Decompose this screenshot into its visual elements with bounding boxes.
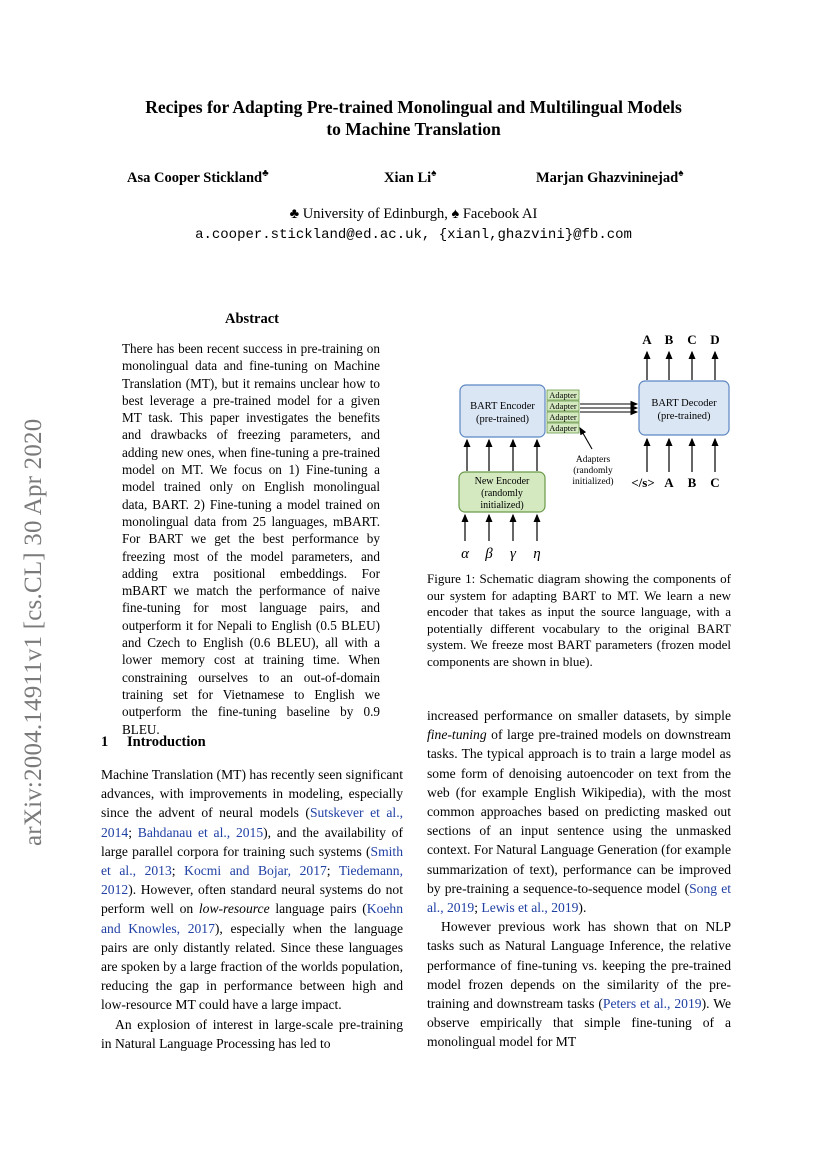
adapters-note: initialized) [572, 477, 614, 487]
adapter-label: Adapter [549, 412, 577, 422]
spade-mark: ♠ [431, 168, 437, 179]
adapter-label: Adapter [549, 401, 577, 411]
decoder-input-token: C [710, 475, 720, 490]
author-3: Marjan Ghazvininejad♠ [536, 168, 684, 186]
figure-1-caption: Figure 1: Schematic diagram showing the components of our system for adapting BART to MT. We learn a new encoder that takes as input the source language, with a potentially different vocabulary to the original BART system. We freeze most BART parameters (frozen model components are shown in blue). [427, 571, 731, 669]
source-input-arrows [465, 515, 537, 541]
citation-link[interactable]: Song et al., 2019 [427, 880, 731, 916]
citation-link[interactable]: Kocmi and Bojar, 2017 [184, 863, 327, 879]
citation-link[interactable]: Lewis et al., 2019 [481, 900, 579, 916]
bart-encoder-label: BART Encoder [470, 401, 535, 412]
affiliations: ♣ University of Edinburgh, ♠ Facebook AI [289, 206, 538, 222]
output-token: D [710, 332, 720, 347]
author-1: Asa Cooper Stickland♣ [127, 168, 269, 186]
intro-paragraph-1: Machine Translation (MT) has recently seen significant advances, with improvements in modeling, especially since the advent of neural models (Sutskever et al., 2014; Bahdanau et al., 2015), and the availability of large parallel corpora for training such systems (Smith et al., 2013; Kocmi and Bojar, 2017; Tiedemann, 2012). However, often standard neural systems do not perform well on low-resource language pairs (Koehn and Knowles, 2017), especially when the language pairs are only distantly related. Since these languages are spoken by a large fraction of the worlds population, reducing the gap in performance between high and low-resource MT could have a large impact. [101, 767, 404, 1013]
citation-link[interactable]: Sutskever et al., 2014 [101, 805, 404, 840]
author-2: Xian Li♠ [384, 168, 437, 186]
adapters-note: Adapters [575, 455, 611, 465]
citation-link[interactable]: Bahdanau et al., 2015 [137, 824, 264, 840]
new-encoder-label: New Encoder [474, 476, 530, 487]
new-to-bart-encoder-arrows [467, 440, 537, 471]
bart-decoder-label: BART Decoder [651, 398, 717, 409]
intro-right-column [427, 706, 731, 1052]
output-token: C [687, 332, 697, 347]
decoder-input-token: B [687, 475, 697, 490]
intro-paragraph-2: An explosion of interest in large-scale pre-training in Natural Language Processing has led to [101, 1016, 403, 1051]
decoder-input-arrows [647, 439, 715, 472]
adapter-label: Adapter [549, 423, 577, 433]
club-mark: ♣ [262, 168, 269, 179]
output-token: B [664, 332, 674, 347]
decoder-input-token: </s> [631, 475, 655, 490]
new-encoder-sublabel: (randomly [481, 488, 523, 499]
adapter-stack [547, 390, 579, 433]
source-input-token: γ [510, 546, 516, 562]
citation-link[interactable]: Tiedemann, 2012 [101, 863, 403, 898]
decoder-input-token: A [664, 475, 674, 490]
adapters-note: (randomly [573, 466, 613, 476]
section-heading-introduction: 1 Introduction [101, 734, 206, 750]
citation-link[interactable]: Smith et al., 2013 [101, 843, 403, 879]
citation-link[interactable]: Koehn and Knowles, 2017 [101, 901, 403, 936]
intro-left-column [101, 765, 403, 1053]
intro-paragraph-4: However previous work has shown that on NLP tasks such as Natural Language Inference, the relative performance of fine-tuning vs. keeping the pre-trained model frozen depends on the similarity of the pre-training and downstream tasks (Peters et al., 2019). We observe empirically that simple fine-tuning of a monolingual model for MT [427, 919, 731, 1050]
arxiv-identifier[interactable]: arXiv:2004.14911v1 [cs.CL] 30 Apr 2020 [20, 418, 47, 846]
paper-title [0, 96, 827, 140]
abstract-text: There has been recent success in pre-training on monolingual data and fine-tuning on Machine Translation (MT), but it remains unclear how to best leverage a pre-trained model for a given MT task. This paper investigates the benefits and drawbacks of freezing parameters, and adding new ones, when fine-tuning a pre-trained model on MT. We focus on 1) Fine-tuning a model trained only on English monolingual data, BART. 2) Fine-tuning a model trained on monolingual data from 25 languages, mBART. For BART we get the best performance by freezing most of the model parameters, and adding extra positional embeddings. For mBART we match the performance of naive fine-tuning for most language pairs, and outperform it for Nepali to English (0.5 BLEU) and Czech to English (0.6 BLEU), all with a lower memory cost at training time. When constraining ourselves to an out-of-domain training set for Vietnamese to English we outperform the fine-tuning baseline by 0.9 BLEU. [122, 341, 380, 737]
adapter-label: Adapter [549, 390, 577, 400]
source-input-token: α [461, 546, 469, 562]
figure-1-diagram [427, 325, 733, 565]
author-emails: a.cooper.stickland@ed.ac.uk, {xianl,ghazvini}@fb.com [195, 227, 632, 243]
decoder-output-arrows [647, 352, 715, 380]
encoder-decoder-arrows [580, 404, 637, 412]
abstract-heading: Abstract [225, 311, 279, 327]
adapters-pointer-arrow [580, 428, 592, 449]
intro-paragraph-3: increased performance on smaller datasets, by simple fine-tuning of large pre-trained models on downstream tasks. The typical approach is to train a large model as some form of denoising autoencoder on text from the web (for example English Wikipedia), with the most common approaches based on predicting masked out sections of an input sentence using the unmasked context. For Natural Language Generation (for example summarization of text), performance can be improved by pre-training a sequence-to-sequence model (Song et al., 2019; Lewis et al., 2019). [427, 708, 731, 916]
new-encoder-sublabel: initialized) [480, 500, 524, 511]
source-input-token: β [485, 546, 493, 562]
citation-link[interactable]: Peters et al., 2019 [602, 996, 702, 1012]
spade-mark: ♠ [678, 168, 684, 179]
title-line-1: Recipes for Adapting Pre-trained Monolingual and Multilingual Models [145, 97, 682, 117]
bart-encoder-sublabel: (pre-trained) [475, 414, 530, 425]
source-input-token: η [533, 546, 541, 562]
output-token: A [642, 332, 652, 347]
bart-decoder-sublabel: (pre-trained) [657, 411, 711, 422]
title-line-2: to Machine Translation [326, 119, 501, 139]
